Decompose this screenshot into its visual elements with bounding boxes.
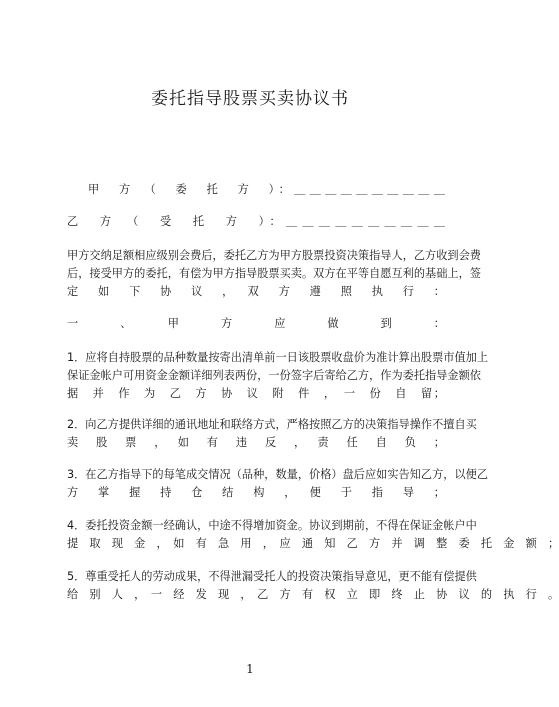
clause-line: 1．应将自持股票的品种数量按寄出清单前一日该股票收盘价为准计算出股票市值加上 bbox=[67, 351, 489, 364]
clause-line: 3．在乙方指导下的每笔成交情况（品种，数量，价格）盘后应如实告知乙方，以便乙 bbox=[67, 468, 489, 481]
clause-line: 4．委托投资金额一经确认，中途不得增加资金。协议到期前，不得在保证金帐户中 bbox=[67, 519, 477, 532]
clause-line: 2．向乙方提供详细的通讯地址和联络方式，严格按照乙方的决策指导操作不擅自买 bbox=[67, 418, 477, 431]
intro-line: 定 如 下 协 议 ， 双 方 遵 照 执 行 ： bbox=[67, 285, 445, 298]
clause-line: 据 并 作 为 乙 方 协 议 附 件 ， 一 份 自 留； bbox=[67, 387, 445, 400]
intro-line: 甲方交纳足额相应级别会费后，委托乙方为甲方股票投资决策指导人，乙方收到会费 bbox=[67, 249, 481, 262]
party-b-line: 乙 方 （ 受 托 方 ）：＿＿＿＿＿＿＿＿＿＿ bbox=[67, 215, 445, 228]
clause-line: 方 掌 握 持 仓 结 构 ， 便 于 指 导 ； bbox=[67, 486, 445, 499]
section-heading: 一 、 甲 方 应 做 到 ： bbox=[67, 317, 445, 330]
page-number: 1 bbox=[246, 662, 254, 676]
clause-line: 提 取 现 金 ， 如 有 急 用 ， 应 通 知 乙 方 并 调 整 委 托 金 额 ； bbox=[67, 537, 559, 550]
party-a-line: 甲 方 （ 委 托 方 ）：＿＿＿＿＿＿＿＿＿＿ bbox=[88, 183, 445, 196]
clause-line: 5．尊重受托人的劳动成果，不得泄漏受托人的投资决策指导意见，更不能有偿提供 bbox=[67, 570, 477, 583]
clause-line: 给 别 人 ， 一 经 发 现 ， 乙 方 有 权 立 即 终 止 协 议 的 执 行 。 bbox=[67, 588, 559, 601]
document-title: 委托指导股票买卖协议书 bbox=[151, 89, 349, 109]
clause-line: 卖 股 票 ， 如 有 违 反 ， 责 任 自 负 ； bbox=[67, 436, 445, 449]
clause-line: 保证金帐户可用资金金额详细列表两份，一份签字后寄给乙方，作为委托指导金额依 bbox=[67, 369, 481, 382]
intro-line: 后，接受甲方的委托，有偿为甲方指导股票买卖。双方在平等自愿互利的基础上，签 bbox=[67, 267, 481, 280]
